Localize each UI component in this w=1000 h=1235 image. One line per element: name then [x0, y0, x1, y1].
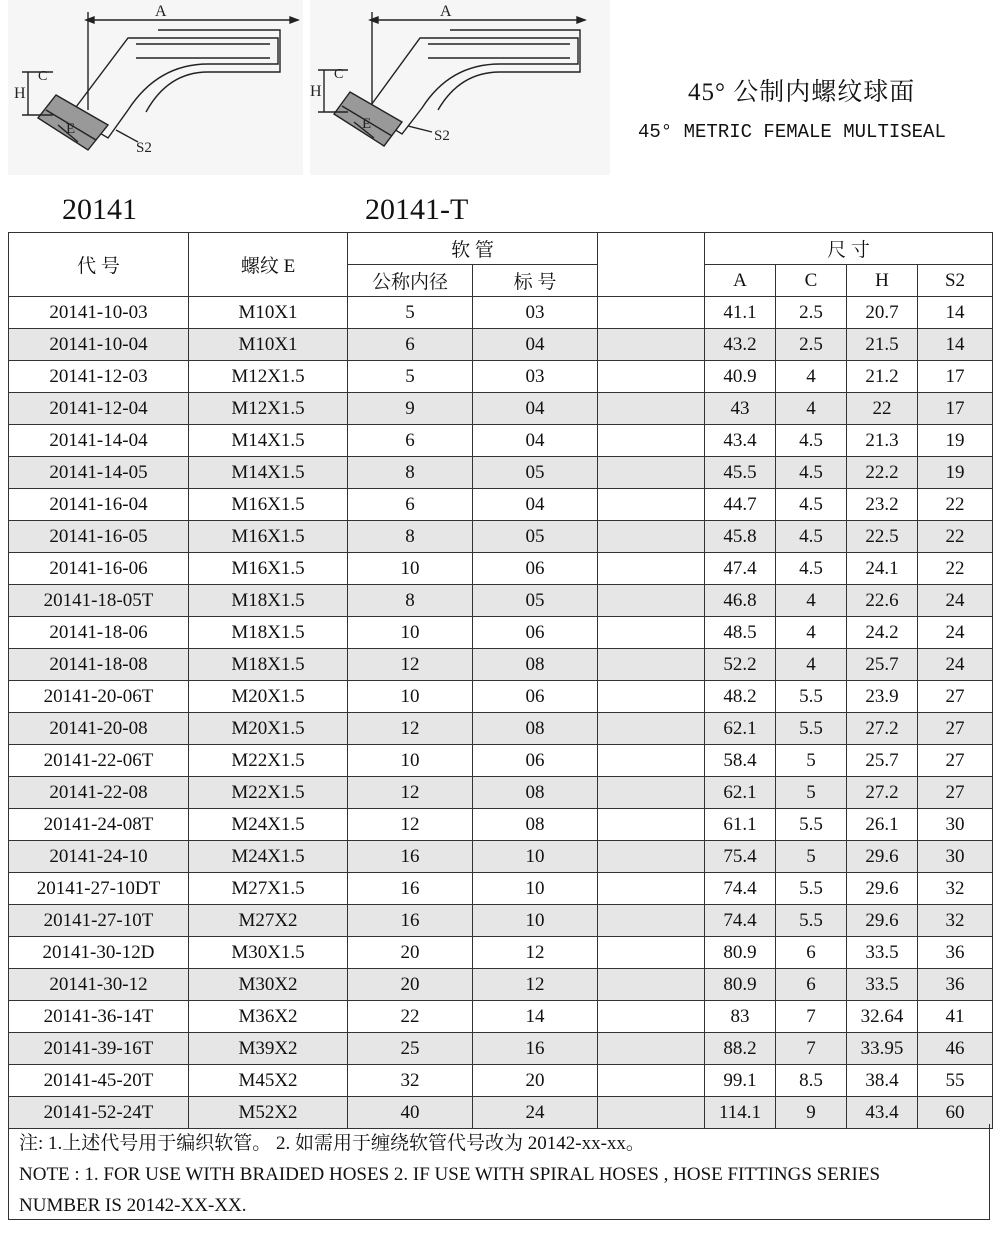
cell-s2: 22 [918, 521, 993, 553]
cell-thread: M12X1.5 [189, 393, 348, 425]
cell-nominal-diameter: 10 [348, 553, 473, 585]
table-row [9, 425, 993, 457]
cell-h: 23.9 [847, 681, 918, 713]
header-nominal-diameter: 公称内径 [348, 265, 473, 297]
cell-h: 22.2 [847, 457, 918, 489]
dimension-label-a: A [155, 3, 167, 20]
dimension-label-h: H [14, 85, 26, 102]
cell-code: 20141-27-10DT [9, 873, 189, 905]
cell-nominal-diameter: 12 [348, 809, 473, 841]
table-row [9, 489, 993, 521]
cell-blank [598, 521, 705, 553]
cell-nominal-diameter: 6 [348, 425, 473, 457]
cell-c: 4.5 [776, 521, 847, 553]
cell-code: 20141-22-08 [9, 777, 189, 809]
cell-thread: M45X2 [189, 1065, 348, 1097]
cell-nominal-diameter: 8 [348, 585, 473, 617]
cell-c: 4.5 [776, 489, 847, 521]
cell-s2: 24 [918, 585, 993, 617]
cell-a: 41.1 [705, 297, 776, 329]
table-row [9, 649, 993, 681]
cell-s2: 32 [918, 873, 993, 905]
cell-s2: 27 [918, 713, 993, 745]
table-row [9, 393, 993, 425]
cell-s2: 14 [918, 329, 993, 361]
cell-a: 45.8 [705, 521, 776, 553]
cell-thread: M10X1 [189, 329, 348, 361]
dimension-label-h: H [310, 83, 322, 100]
cell-mark: 08 [473, 649, 598, 681]
cell-h: 29.6 [847, 841, 918, 873]
cell-nominal-diameter: 16 [348, 841, 473, 873]
model-number-left: 20141 [62, 193, 137, 226]
cell-code: 20141-27-10T [9, 905, 189, 937]
note-english-line-2: NUMBER IS 20142-XX-XX. [19, 1195, 247, 1216]
cell-h: 29.6 [847, 873, 918, 905]
cell-a: 80.9 [705, 969, 776, 1001]
cell-s2: 22 [918, 553, 993, 585]
cell-code: 20141-12-03 [9, 361, 189, 393]
cell-code: 20141-30-12D [9, 937, 189, 969]
cell-mark: 03 [473, 361, 598, 393]
cell-a: 52.2 [705, 649, 776, 681]
cell-blank [598, 425, 705, 457]
cell-thread: M16X1.5 [189, 521, 348, 553]
cell-blank [598, 937, 705, 969]
table-row [9, 585, 993, 617]
cell-a: 75.4 [705, 841, 776, 873]
header-blank [598, 233, 705, 297]
cell-blank [598, 745, 705, 777]
cell-code: 20141-24-10 [9, 841, 189, 873]
header [0, 0, 1000, 232]
cell-blank [598, 329, 705, 361]
cell-code: 20141-36-14T [9, 1001, 189, 1033]
cell-s2: 14 [918, 297, 993, 329]
table-row [9, 553, 993, 585]
cell-nominal-diameter: 25 [348, 1033, 473, 1065]
header-thread: 螺纹 E [189, 233, 348, 297]
cell-nominal-diameter: 10 [348, 617, 473, 649]
cell-thread: M14X1.5 [189, 425, 348, 457]
table-row [9, 905, 993, 937]
cell-nominal-diameter: 20 [348, 937, 473, 969]
cell-blank [598, 681, 705, 713]
cell-mark: 10 [473, 873, 598, 905]
cell-h: 22.5 [847, 521, 918, 553]
cell-blank [598, 553, 705, 585]
cell-mark: 16 [473, 1033, 598, 1065]
cell-s2: 30 [918, 809, 993, 841]
cell-blank [598, 617, 705, 649]
cell-nominal-diameter: 9 [348, 393, 473, 425]
cell-h: 32.64 [847, 1001, 918, 1033]
cell-nominal-diameter: 6 [348, 329, 473, 361]
dimension-label-s2: S2 [136, 140, 152, 156]
cell-c: 4 [776, 393, 847, 425]
cell-code: 20141-30-12 [9, 969, 189, 1001]
cell-code: 20141-14-04 [9, 425, 189, 457]
cell-a: 83 [705, 1001, 776, 1033]
cell-mark: 24 [473, 1097, 598, 1129]
cell-thread: M18X1.5 [189, 617, 348, 649]
cell-mark: 12 [473, 937, 598, 969]
cell-c: 5.5 [776, 809, 847, 841]
cell-thread: M10X1 [189, 297, 348, 329]
cell-code: 20141-52-24T [9, 1097, 189, 1129]
cell-nominal-diameter: 22 [348, 1001, 473, 1033]
table-row [9, 681, 993, 713]
cell-mark: 04 [473, 425, 598, 457]
cell-code: 20141-16-04 [9, 489, 189, 521]
cell-h: 20.7 [847, 297, 918, 329]
cell-a: 58.4 [705, 745, 776, 777]
cell-blank [598, 905, 705, 937]
cell-a: 43 [705, 393, 776, 425]
cell-thread: M22X1.5 [189, 777, 348, 809]
cell-mark: 05 [473, 585, 598, 617]
dimension-label-s2: S2 [434, 128, 450, 144]
cell-c: 2.5 [776, 297, 847, 329]
cell-blank [598, 585, 705, 617]
cell-h: 25.7 [847, 649, 918, 681]
dimension-label-e: E [66, 121, 76, 137]
cell-h: 33.5 [847, 969, 918, 1001]
cell-mark: 20 [473, 1065, 598, 1097]
table-row [9, 745, 993, 777]
header-c: C [776, 265, 847, 297]
cell-blank [598, 969, 705, 1001]
cell-code: 20141-18-08 [9, 649, 189, 681]
cell-mark: 04 [473, 393, 598, 425]
cell-a: 47.4 [705, 553, 776, 585]
cell-thread: M20X1.5 [189, 713, 348, 745]
cell-s2: 46 [918, 1033, 993, 1065]
cell-s2: 55 [918, 1065, 993, 1097]
header-mark: 标 号 [473, 265, 598, 297]
cell-h: 33.95 [847, 1033, 918, 1065]
header-s2: S2 [918, 265, 993, 297]
cell-c: 5.5 [776, 713, 847, 745]
table-row [9, 937, 993, 969]
cell-s2: 36 [918, 969, 993, 1001]
cell-blank [598, 649, 705, 681]
table-row [9, 1001, 993, 1033]
cell-c: 7 [776, 1033, 847, 1065]
header-code: 代 号 [9, 233, 189, 297]
cell-blank [598, 777, 705, 809]
cell-blank [598, 457, 705, 489]
cell-c: 4 [776, 649, 847, 681]
cell-h: 21.5 [847, 329, 918, 361]
cell-nominal-diameter: 6 [348, 489, 473, 521]
cell-nominal-diameter: 12 [348, 713, 473, 745]
dimension-label-c: C [38, 69, 48, 84]
cell-mark: 12 [473, 969, 598, 1001]
cell-c: 5.5 [776, 681, 847, 713]
spec-table [8, 232, 993, 1129]
cell-thread: M24X1.5 [189, 809, 348, 841]
cell-a: 43.2 [705, 329, 776, 361]
table-row [9, 521, 993, 553]
cell-nominal-diameter: 10 [348, 681, 473, 713]
cell-c: 5 [776, 745, 847, 777]
cell-a: 48.5 [705, 617, 776, 649]
cell-a: 40.9 [705, 361, 776, 393]
cell-a: 74.4 [705, 873, 776, 905]
cell-nominal-diameter: 10 [348, 745, 473, 777]
table-body [9, 297, 993, 1129]
table-row [9, 617, 993, 649]
cell-h: 21.2 [847, 361, 918, 393]
cell-blank [598, 1033, 705, 1065]
cell-a: 99.1 [705, 1065, 776, 1097]
cell-thread: M27X2 [189, 905, 348, 937]
title-chinese: 45° 公制内螺纹球面 [688, 79, 916, 106]
cell-code: 20141-16-06 [9, 553, 189, 585]
cell-code: 20141-45-20T [9, 1065, 189, 1097]
cell-nominal-diameter: 40 [348, 1097, 473, 1129]
cell-mark: 06 [473, 681, 598, 713]
cell-h: 24.2 [847, 617, 918, 649]
header-h: H [847, 265, 918, 297]
fitting-drawing-svg [8, 0, 303, 175]
cell-c: 5.5 [776, 873, 847, 905]
cell-h: 23.2 [847, 489, 918, 521]
cell-mark: 06 [473, 617, 598, 649]
model-number-right: 20141-T [365, 193, 469, 226]
cell-s2: 30 [918, 841, 993, 873]
cell-c: 4.5 [776, 425, 847, 457]
table-row [9, 841, 993, 873]
cell-s2: 27 [918, 681, 993, 713]
cell-c: 5 [776, 777, 847, 809]
cell-h: 22 [847, 393, 918, 425]
table-row [9, 969, 993, 1001]
fitting-drawing-svg [310, 0, 610, 175]
cell-blank [598, 1065, 705, 1097]
cell-a: 62.1 [705, 713, 776, 745]
dimension-label-e: E [362, 116, 372, 132]
cell-mark: 05 [473, 521, 598, 553]
cell-c: 9 [776, 1097, 847, 1129]
cell-code: 20141-10-04 [9, 329, 189, 361]
cell-s2: 32 [918, 905, 993, 937]
cell-h: 43.4 [847, 1097, 918, 1129]
cell-s2: 27 [918, 745, 993, 777]
cell-c: 6 [776, 937, 847, 969]
cell-s2: 24 [918, 617, 993, 649]
cell-h: 38.4 [847, 1065, 918, 1097]
cell-nominal-diameter: 12 [348, 649, 473, 681]
cell-mark: 14 [473, 1001, 598, 1033]
cell-nominal-diameter: 16 [348, 873, 473, 905]
cell-code: 20141-10-03 [9, 297, 189, 329]
table-row [9, 329, 993, 361]
cell-thread: M14X1.5 [189, 457, 348, 489]
cell-s2: 19 [918, 457, 993, 489]
cell-h: 27.2 [847, 777, 918, 809]
cell-mark: 06 [473, 745, 598, 777]
table-row [9, 457, 993, 489]
cell-s2: 19 [918, 425, 993, 457]
cell-nominal-diameter: 16 [348, 905, 473, 937]
cell-a: 80.9 [705, 937, 776, 969]
cell-a: 114.1 [705, 1097, 776, 1129]
cell-nominal-diameter: 8 [348, 457, 473, 489]
cell-c: 2.5 [776, 329, 847, 361]
cell-h: 22.6 [847, 585, 918, 617]
header-hose: 软 管 [348, 233, 598, 265]
cell-thread: M30X2 [189, 969, 348, 1001]
table-row [9, 361, 993, 393]
cell-nominal-diameter: 32 [348, 1065, 473, 1097]
cell-nominal-diameter: 12 [348, 777, 473, 809]
cell-blank [598, 713, 705, 745]
cell-code: 20141-12-04 [9, 393, 189, 425]
cell-c: 6 [776, 969, 847, 1001]
cell-blank [598, 393, 705, 425]
cell-s2: 17 [918, 361, 993, 393]
cell-mark: 04 [473, 489, 598, 521]
cell-blank [598, 1001, 705, 1033]
cell-mark: 06 [473, 553, 598, 585]
cell-code: 20141-14-05 [9, 457, 189, 489]
cell-a: 88.2 [705, 1033, 776, 1065]
cell-c: 5.5 [776, 905, 847, 937]
cell-h: 33.5 [847, 937, 918, 969]
title-english: 45° METRIC FEMALE MULTISEAL [638, 121, 946, 143]
cell-thread: M18X1.5 [189, 585, 348, 617]
cell-thread: M24X1.5 [189, 841, 348, 873]
cell-s2: 22 [918, 489, 993, 521]
table-row [9, 713, 993, 745]
cell-c: 7 [776, 1001, 847, 1033]
cell-a: 48.2 [705, 681, 776, 713]
cell-mark: 08 [473, 777, 598, 809]
cell-code: 20141-18-06 [9, 617, 189, 649]
cell-code: 20141-22-06T [9, 745, 189, 777]
table-row [9, 1033, 993, 1065]
cell-mark: 03 [473, 297, 598, 329]
table-row [9, 809, 993, 841]
header-a: A [705, 265, 776, 297]
cell-h: 21.3 [847, 425, 918, 457]
cell-thread: M36X2 [189, 1001, 348, 1033]
table-row [9, 1065, 993, 1097]
cell-thread: M27X1.5 [189, 873, 348, 905]
table-row [9, 297, 993, 329]
cell-mark: 08 [473, 809, 598, 841]
note-chinese: 注: 1.上述代号用于编织软管。 2. 如需用于缠绕软管代号改为 20142-xx-xx。 [19, 1133, 645, 1154]
table-header [9, 233, 993, 297]
cell-thread: M16X1.5 [189, 489, 348, 521]
cell-blank [598, 297, 705, 329]
cell-mark: 05 [473, 457, 598, 489]
cell-code: 20141-18-05T [9, 585, 189, 617]
cell-blank [598, 873, 705, 905]
dimension-label-a: A [440, 3, 452, 20]
cell-a: 62.1 [705, 777, 776, 809]
cell-c: 4 [776, 361, 847, 393]
cell-thread: M20X1.5 [189, 681, 348, 713]
cell-blank [598, 489, 705, 521]
cell-h: 27.2 [847, 713, 918, 745]
cell-mark: 10 [473, 841, 598, 873]
cell-c: 8.5 [776, 1065, 847, 1097]
cell-blank [598, 809, 705, 841]
cell-nominal-diameter: 20 [348, 969, 473, 1001]
cell-code: 20141-39-16T [9, 1033, 189, 1065]
cell-s2: 17 [918, 393, 993, 425]
cell-mark: 10 [473, 905, 598, 937]
cell-a: 45.5 [705, 457, 776, 489]
table-row [9, 873, 993, 905]
cell-s2: 24 [918, 649, 993, 681]
cell-nominal-diameter: 8 [348, 521, 473, 553]
cell-code: 20141-20-08 [9, 713, 189, 745]
cell-mark: 08 [473, 713, 598, 745]
cell-a: 74.4 [705, 905, 776, 937]
cell-thread: M22X1.5 [189, 745, 348, 777]
cell-h: 25.7 [847, 745, 918, 777]
cell-a: 61.1 [705, 809, 776, 841]
cell-mark: 04 [473, 329, 598, 361]
fitting-drawing-20141-t [310, 0, 610, 175]
cell-a: 46.8 [705, 585, 776, 617]
cell-a: 43.4 [705, 425, 776, 457]
header-size: 尺 寸 [705, 233, 993, 265]
cell-nominal-diameter: 5 [348, 361, 473, 393]
notes [8, 1124, 990, 1220]
cell-a: 44.7 [705, 489, 776, 521]
table-row [9, 777, 993, 809]
cell-thread: M16X1.5 [189, 553, 348, 585]
cell-blank [598, 841, 705, 873]
cell-c: 4 [776, 617, 847, 649]
cell-code: 20141-20-06T [9, 681, 189, 713]
note-english-line-1: NOTE : 1. FOR USE WITH BRAIDED HOSES 2. IF USE WITH SPIRAL HOSES , HOSE FITTINGS SERIES [19, 1164, 881, 1185]
dimension-label-c: C [334, 67, 344, 82]
cell-thread: M12X1.5 [189, 361, 348, 393]
cell-thread: M52X2 [189, 1097, 348, 1129]
cell-s2: 36 [918, 937, 993, 969]
cell-thread: M30X1.5 [189, 937, 348, 969]
cell-nominal-diameter: 5 [348, 297, 473, 329]
cell-s2: 27 [918, 777, 993, 809]
cell-c: 4 [776, 585, 847, 617]
cell-h: 29.6 [847, 905, 918, 937]
cell-thread: M18X1.5 [189, 649, 348, 681]
cell-c: 4.5 [776, 457, 847, 489]
fitting-drawing-20141 [8, 0, 303, 175]
cell-s2: 41 [918, 1001, 993, 1033]
cell-h: 26.1 [847, 809, 918, 841]
cell-code: 20141-24-08T [9, 809, 189, 841]
cell-s2: 60 [918, 1097, 993, 1129]
cell-code: 20141-16-05 [9, 521, 189, 553]
cell-h: 24.1 [847, 553, 918, 585]
cell-thread: M39X2 [189, 1033, 348, 1065]
cell-blank [598, 361, 705, 393]
cell-c: 5 [776, 841, 847, 873]
cell-c: 4.5 [776, 553, 847, 585]
